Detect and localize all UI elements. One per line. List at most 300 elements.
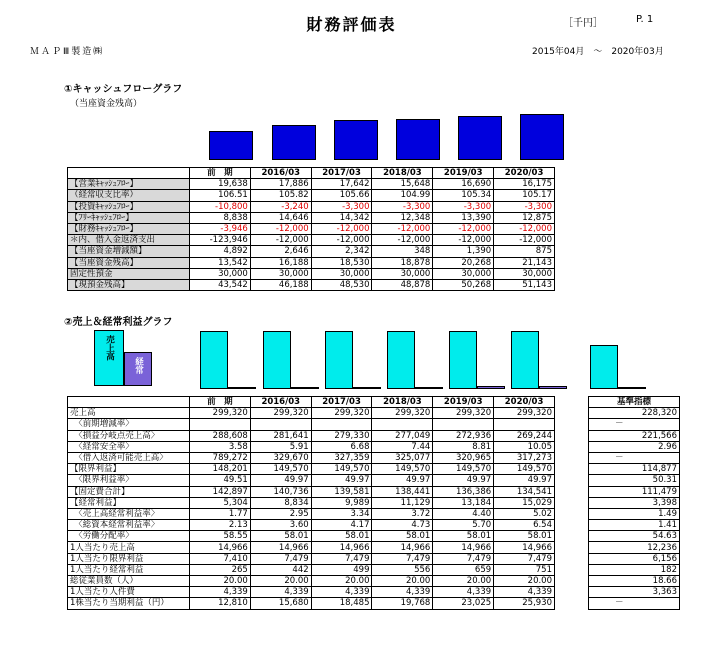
column-header: 前 期 xyxy=(190,397,251,408)
table-cell: 789,272 xyxy=(190,452,251,463)
table-cell: 17,642 xyxy=(311,179,372,190)
table-row xyxy=(68,235,555,246)
table-cell: -3,300 xyxy=(494,201,555,212)
table-cell: 49.97 xyxy=(250,475,311,486)
column-header: 2017/03 xyxy=(311,168,372,179)
profit-bar xyxy=(353,387,381,389)
table-cell: 2,646 xyxy=(250,246,311,257)
table-cell: 299,320 xyxy=(372,408,433,419)
table-cell: 269,244 xyxy=(494,430,555,441)
table-cell: 1.77 xyxy=(190,508,251,519)
table-cell: 49.97 xyxy=(433,475,494,486)
table-cell: 15,648 xyxy=(372,179,433,190)
table-row xyxy=(68,452,555,463)
sales-bar xyxy=(511,331,539,389)
table-cell: 149,570 xyxy=(372,464,433,475)
table-header-row xyxy=(68,397,555,408)
table-cell: 299,320 xyxy=(494,408,555,419)
table-cell: 442 xyxy=(250,564,311,575)
table-row xyxy=(68,179,555,190)
table-row xyxy=(589,486,680,497)
table-cell: -3,300 xyxy=(372,201,433,212)
column-header: 2018/03 xyxy=(372,168,433,179)
table-cell: 7,479 xyxy=(311,553,372,564)
table-row xyxy=(589,564,680,575)
table-cell: 299,320 xyxy=(250,408,311,419)
row-label: 1人当たり経常利益 xyxy=(68,564,190,575)
table-cell: 277,049 xyxy=(372,430,433,441)
table-cell: 4.17 xyxy=(311,520,372,531)
table-cell: 105.82 xyxy=(250,190,311,201)
table-cell: 5.02 xyxy=(494,508,555,519)
table-cell: -3,300 xyxy=(433,201,494,212)
sales-section-title: ②売上＆経常利益グラフ xyxy=(64,317,173,328)
sales-bar xyxy=(590,345,618,389)
table-cell: -3,300 xyxy=(311,201,372,212)
table-cell: 48,878 xyxy=(372,279,433,290)
column-header: 2020/03 xyxy=(494,168,555,179)
table-cell: 5.91 xyxy=(250,441,311,452)
company-name: ＭＡＰⅢ製造㈱ xyxy=(30,47,105,57)
table-cell: 50,268 xyxy=(433,279,494,290)
table-cell: 20.00 xyxy=(311,576,372,587)
table-cell: 1,390 xyxy=(433,246,494,257)
table-cell: 2,342 xyxy=(311,246,372,257)
table-cell: 9,989 xyxy=(311,497,372,508)
table-cell: 104.99 xyxy=(372,190,433,201)
table-cell: -12,000 xyxy=(250,235,311,246)
table-cell: 10.05 xyxy=(494,441,555,452)
table-row xyxy=(589,408,680,419)
table-cell: 17,886 xyxy=(250,179,311,190)
row-label: 【当座資金増減額】 xyxy=(68,246,190,257)
table-cell: 105.17 xyxy=(494,190,555,201)
table-row xyxy=(68,464,555,475)
table-cell: 8,834 xyxy=(250,497,311,508)
row-label: 【営業ｷｬｯｼｭﾌﾛｰ】 xyxy=(68,179,190,190)
table-row xyxy=(589,508,680,519)
benchmark-cell: 1.49 xyxy=(589,508,680,519)
table-cell: 25,930 xyxy=(494,598,555,609)
table-cell: 4,339 xyxy=(372,587,433,598)
cashflow-bar xyxy=(396,119,440,160)
cashflow-bar xyxy=(458,116,502,160)
table-cell: 5,304 xyxy=(190,497,251,508)
table-cell: 556 xyxy=(372,564,433,575)
table-cell xyxy=(190,419,251,430)
table-cell: 20.00 xyxy=(372,576,433,587)
table-cell: 7,479 xyxy=(433,553,494,564)
table-cell: 8,838 xyxy=(190,212,251,223)
benchmark-cell: 18.66 xyxy=(589,576,680,587)
table-row xyxy=(68,553,555,564)
table-cell: -12,000 xyxy=(433,235,494,246)
table-cell: 6.54 xyxy=(494,520,555,531)
table-cell: 7,479 xyxy=(250,553,311,564)
table-cell: 30,000 xyxy=(250,268,311,279)
table-row xyxy=(589,452,680,463)
table-cell: 30,000 xyxy=(372,268,433,279)
table-cell: 15,029 xyxy=(494,497,555,508)
unit-label: ［千円］ xyxy=(563,18,603,29)
legend-sales-label: 売上高 xyxy=(104,335,115,361)
sales-bar xyxy=(325,331,353,389)
table-row xyxy=(589,419,680,430)
table-cell: 3.58 xyxy=(190,441,251,452)
table-cell: 15,680 xyxy=(250,598,311,609)
table-cell: -12,000 xyxy=(494,223,555,234)
column-header: 2020/03 xyxy=(494,397,555,408)
table-cell: 327,359 xyxy=(311,452,372,463)
table-cell: 3.34 xyxy=(311,508,372,519)
column-header: 2019/03 xyxy=(433,168,494,179)
column-header: 2016/03 xyxy=(250,397,311,408)
sales-bar xyxy=(200,331,228,389)
table-cell: 23,025 xyxy=(433,598,494,609)
profit-bar xyxy=(539,386,567,389)
table-row xyxy=(589,520,680,531)
table-cell: 14,966 xyxy=(372,542,433,553)
table-row xyxy=(68,279,555,290)
page-number: P. 1 xyxy=(636,14,654,25)
row-label: 【経常利益】 xyxy=(68,497,190,508)
benchmark-cell: 3,398 xyxy=(589,497,680,508)
row-label: 1人当たり売上高 xyxy=(68,542,190,553)
legend-sales xyxy=(94,330,124,386)
table-row xyxy=(589,553,680,564)
table-cell: 49.97 xyxy=(311,475,372,486)
table-cell: 20.00 xyxy=(250,576,311,587)
table-cell: 149,570 xyxy=(494,464,555,475)
row-label: 〈労働分配率〉 xyxy=(68,531,190,542)
row-label: 売上高 xyxy=(68,408,190,419)
table-cell: -12,000 xyxy=(250,223,311,234)
profit-bar xyxy=(415,387,443,389)
table-row xyxy=(68,190,555,201)
cashflow-bar xyxy=(209,131,253,160)
page-title: 財務評価表 xyxy=(306,15,397,34)
table-cell: 7,410 xyxy=(190,553,251,564)
benchmark-cell: 6,156 xyxy=(589,553,680,564)
table-cell xyxy=(250,419,311,430)
table-cell: 659 xyxy=(433,564,494,575)
table-row xyxy=(68,508,555,519)
table-cell: 30,000 xyxy=(494,268,555,279)
profit-bar xyxy=(228,387,256,389)
table-cell: 4,339 xyxy=(433,587,494,598)
table-cell: 4,339 xyxy=(190,587,251,598)
row-label: 【ﾌﾘｰｷｬｯｼｭﾌﾛｰ】 xyxy=(68,212,190,223)
table-header-row xyxy=(68,168,555,179)
row-label: 〈売上高経常利益率〉 xyxy=(68,508,190,519)
table-cell: 46,188 xyxy=(250,279,311,290)
table-cell: -123,946 xyxy=(190,235,251,246)
table-cell: 149,570 xyxy=(250,464,311,475)
benchmark-cell: 54.63 xyxy=(589,531,680,542)
benchmark-cell: 12,236 xyxy=(589,542,680,553)
table-cell xyxy=(372,419,433,430)
row-label: 【現預金残高】 xyxy=(68,279,190,290)
table-cell: 142,897 xyxy=(190,486,251,497)
row-label: 〈借入返済可能売上高〉 xyxy=(68,452,190,463)
table-cell: 49.97 xyxy=(372,475,433,486)
table-cell: 14,646 xyxy=(250,212,311,223)
table-cell: 13,390 xyxy=(433,212,494,223)
benchmark-cell: 182 xyxy=(589,564,680,575)
table-row xyxy=(68,531,555,542)
table-cell: 30,000 xyxy=(311,268,372,279)
cashflow-bar xyxy=(334,120,378,160)
table-cell: -3,240 xyxy=(250,201,311,212)
table-row xyxy=(589,497,680,508)
table-cell: 3.60 xyxy=(250,520,311,531)
table-cell: 30,000 xyxy=(433,268,494,279)
table-cell: 19,768 xyxy=(372,598,433,609)
table-cell: 265 xyxy=(190,564,251,575)
table-cell: 58.01 xyxy=(433,531,494,542)
table-cell: 16,690 xyxy=(433,179,494,190)
row-label: 〈限界利益率〉 xyxy=(68,475,190,486)
table-row xyxy=(68,598,555,609)
table-cell: 105.34 xyxy=(433,190,494,201)
header-corner xyxy=(68,168,190,179)
table-cell: 20,268 xyxy=(433,257,494,268)
row-label: 【当座資金残高】 xyxy=(68,257,190,268)
profit-bar xyxy=(618,387,646,389)
table-row xyxy=(589,587,680,598)
table-cell: 14,966 xyxy=(250,542,311,553)
column-header: 2017/03 xyxy=(311,397,372,408)
table-cell: -12,000 xyxy=(311,235,372,246)
benchmark-cell: 3,363 xyxy=(589,587,680,598)
table-row xyxy=(68,587,555,598)
table-cell: 48,530 xyxy=(311,279,372,290)
table-cell: 16,188 xyxy=(250,257,311,268)
table-cell: 58.01 xyxy=(372,531,433,542)
table-row xyxy=(68,520,555,531)
legend-profit-label: 経常 xyxy=(133,357,144,374)
table-cell: 288,608 xyxy=(190,430,251,441)
row-label: 〈総資本経常利益率〉 xyxy=(68,520,190,531)
table-cell: 14,966 xyxy=(311,542,372,553)
benchmark-cell: 114,877 xyxy=(589,464,680,475)
column-header: 前 期 xyxy=(190,168,251,179)
table-cell: 11,129 xyxy=(372,497,433,508)
table-cell: 106.51 xyxy=(190,190,251,201)
table-cell: -12,000 xyxy=(494,235,555,246)
table-row xyxy=(68,564,555,575)
table-cell: 19,638 xyxy=(190,179,251,190)
table-cell: 4,339 xyxy=(250,587,311,598)
table-cell: 21,143 xyxy=(494,257,555,268)
table-row xyxy=(68,441,555,452)
cashflow-bar xyxy=(272,125,316,160)
table-row xyxy=(589,542,680,553)
row-label: 〈損益分岐点売上高〉 xyxy=(68,430,190,441)
cashflow-section-title: ①キャッシュフローグラフ xyxy=(64,84,183,95)
table-cell: 14,966 xyxy=(494,542,555,553)
table-row xyxy=(68,542,555,553)
header-corner xyxy=(68,397,190,408)
table-row xyxy=(589,598,680,609)
column-header: 2016/03 xyxy=(250,168,311,179)
table-cell: 13,184 xyxy=(433,497,494,508)
report-period: 2015年04月 ～ 2020年03月 xyxy=(532,47,664,57)
table-cell: 51,143 xyxy=(494,279,555,290)
table-row xyxy=(68,475,555,486)
table-cell: 13,542 xyxy=(190,257,251,268)
table-cell: 58.55 xyxy=(190,531,251,542)
table-cell: 281,641 xyxy=(250,430,311,441)
table-row xyxy=(589,464,680,475)
sales-bar xyxy=(263,331,291,389)
table-cell: 875 xyxy=(494,246,555,257)
table-cell: 320,965 xyxy=(433,452,494,463)
row-label: 【固定費合計】 xyxy=(68,486,190,497)
table-cell: 20.00 xyxy=(190,576,251,587)
table-row xyxy=(68,212,555,223)
row-label: 〈前期増減率〉 xyxy=(68,419,190,430)
table-cell: 58.01 xyxy=(250,531,311,542)
table-cell: 49.97 xyxy=(494,475,555,486)
table-row xyxy=(68,201,555,212)
row-label: 1人当たり限界利益 xyxy=(68,553,190,564)
benchmark-cell: － xyxy=(589,452,680,463)
table-cell: 6.68 xyxy=(311,441,372,452)
benchmark-cell: － xyxy=(589,598,680,609)
table-cell: 317,273 xyxy=(494,452,555,463)
table-cell: 148,201 xyxy=(190,464,251,475)
table-cell: -12,000 xyxy=(372,223,433,234)
table-row xyxy=(68,497,555,508)
cashflow-section-subtitle: （当座資金残高） xyxy=(70,99,143,109)
table-cell: 7,479 xyxy=(494,553,555,564)
benchmark-cell: 228,320 xyxy=(589,408,680,419)
table-cell: 14,342 xyxy=(311,212,372,223)
table-cell: 7.44 xyxy=(372,441,433,452)
table-row xyxy=(68,246,555,257)
table-row xyxy=(68,257,555,268)
table-cell xyxy=(433,419,494,430)
table-cell: 5.70 xyxy=(433,520,494,531)
benchmark-header: 基準指標 xyxy=(589,397,680,408)
table-cell: 20.00 xyxy=(433,576,494,587)
table-cell: -12,000 xyxy=(311,223,372,234)
row-label: 〈経常安全率〉 xyxy=(68,441,190,452)
table-cell: 14,966 xyxy=(433,542,494,553)
table-header-row xyxy=(589,397,680,408)
table-row xyxy=(589,441,680,452)
table-cell: 272,936 xyxy=(433,430,494,441)
row-label: 1人当たり人件費 xyxy=(68,587,190,598)
table-row xyxy=(68,223,555,234)
table-row xyxy=(68,268,555,279)
table-cell: 18,530 xyxy=(311,257,372,268)
table-cell: 149,570 xyxy=(311,464,372,475)
table-cell: 751 xyxy=(494,564,555,575)
row-label: 固定性預金 xyxy=(68,268,190,279)
table-cell: 14,966 xyxy=(190,542,251,553)
table-cell: 4,339 xyxy=(494,587,555,598)
profit-bar xyxy=(477,386,505,389)
row-label: 【限界利益】 xyxy=(68,464,190,475)
benchmark-cell: 1.41 xyxy=(589,520,680,531)
table-cell xyxy=(311,419,372,430)
table-cell: 12,810 xyxy=(190,598,251,609)
table-cell: 299,320 xyxy=(190,408,251,419)
benchmark-cell: － xyxy=(589,419,680,430)
table-cell xyxy=(494,419,555,430)
column-header: 2018/03 xyxy=(372,397,433,408)
table-cell: 7,479 xyxy=(372,553,433,564)
table-cell: 4,339 xyxy=(311,587,372,598)
table-cell: 140,736 xyxy=(250,486,311,497)
benchmark-cell: 50.31 xyxy=(589,475,680,486)
table-cell: 12,875 xyxy=(494,212,555,223)
table-cell: 12,348 xyxy=(372,212,433,223)
table-cell: 139,581 xyxy=(311,486,372,497)
table-row xyxy=(589,430,680,441)
sales-bar xyxy=(387,331,415,389)
table-row xyxy=(68,408,555,419)
table-cell: 299,320 xyxy=(433,408,494,419)
table-cell: 16,175 xyxy=(494,179,555,190)
row-label: ＊内、借入金返済支出 xyxy=(68,235,190,246)
table-cell: 43,542 xyxy=(190,279,251,290)
table-cell: 329,670 xyxy=(250,452,311,463)
table-cell: 279,330 xyxy=(311,430,372,441)
profit-bar xyxy=(291,387,319,389)
row-label: （経常収支比率） xyxy=(68,190,190,201)
table-row xyxy=(589,576,680,587)
table-cell: 4,892 xyxy=(190,246,251,257)
table-cell: 2.13 xyxy=(190,520,251,531)
table-cell: 499 xyxy=(311,564,372,575)
table-cell: 20.00 xyxy=(494,576,555,587)
table-cell: 149,570 xyxy=(433,464,494,475)
cashflow-bar xyxy=(520,114,564,160)
benchmark-cell: 221,566 xyxy=(589,430,680,441)
table-row xyxy=(68,430,555,441)
table-cell: 58.01 xyxy=(311,531,372,542)
table-cell: 138,441 xyxy=(372,486,433,497)
table-cell: -12,000 xyxy=(433,223,494,234)
legend-profit xyxy=(124,352,152,386)
table-cell: 136,386 xyxy=(433,486,494,497)
benchmark-cell: 2.96 xyxy=(589,441,680,452)
table-row xyxy=(589,531,680,542)
table-cell: 325,077 xyxy=(372,452,433,463)
row-label: 【財務ｷｬｯｼｭﾌﾛｰ】 xyxy=(68,223,190,234)
table-cell: 2.95 xyxy=(250,508,311,519)
table-cell: 3.72 xyxy=(372,508,433,519)
table-cell: 58.01 xyxy=(494,531,555,542)
sales-table xyxy=(67,396,555,610)
table-cell: -10,800 xyxy=(190,201,251,212)
benchmark-table xyxy=(588,396,680,610)
table-cell: -12,000 xyxy=(372,235,433,246)
cashflow-table xyxy=(67,167,555,291)
table-cell: 299,320 xyxy=(311,408,372,419)
table-cell: 105.66 xyxy=(311,190,372,201)
benchmark-cell: 111,479 xyxy=(589,486,680,497)
table-row xyxy=(68,419,555,430)
table-cell: 18,485 xyxy=(311,598,372,609)
row-label: 【投資ｷｬｯｼｭﾌﾛｰ】 xyxy=(68,201,190,212)
table-cell: 4.40 xyxy=(433,508,494,519)
table-cell: 49.51 xyxy=(190,475,251,486)
table-cell: -3,946 xyxy=(190,223,251,234)
